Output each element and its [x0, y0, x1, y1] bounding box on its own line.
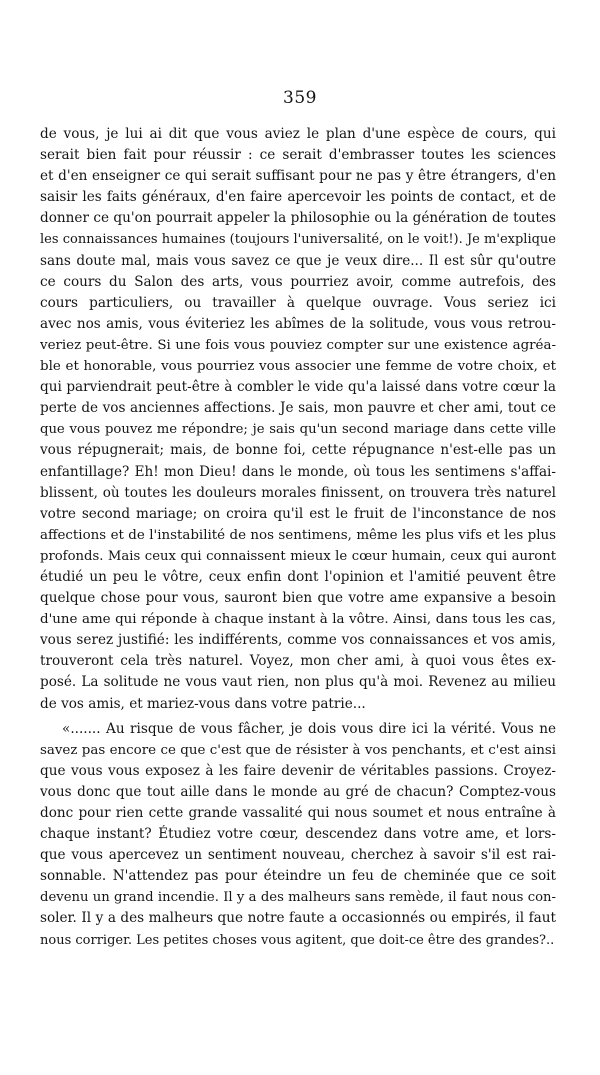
text-line: profonds. Mais ceux qui connaissent mieux le cœur humain, ceux qui auront	[40, 548, 556, 564]
text-line: d'une ame qui réponde à chaque instant à la vôtre. Ainsi, dans tous les cas,	[40, 612, 556, 628]
text-line: saisir les faits généraux, d'en faire apercevoir les points de contact, et de	[40, 189, 556, 206]
text-line: de vos amis, et mariez-vous dans votre patrie...	[40, 695, 366, 712]
paragraph-2	[40, 719, 556, 951]
text-line: affections et de l'instabilité de nos sentimens, même les plus vifs et les plus	[40, 527, 556, 543]
text-line: de vous, je lui ai dit que vous aviez le plan d'une espèce de cours, qui	[40, 126, 556, 142]
text-line: perte de vos anciennes affections. Je sais, mon pauvre et cher ami, tout ce	[40, 400, 556, 417]
text-line: quelque chose pour vous, sauront bien que votre ame expansive a besoin	[40, 590, 556, 607]
text-line: blissent, où toutes les douleurs morales finissent, on trouvera très naturel	[40, 484, 556, 501]
paragraph-1	[40, 124, 556, 715]
text-line: posé. La solitude ne vous vaut rien, non plus qu'à moi. Revenez au milieu	[40, 674, 556, 691]
text-line: donc pour rien cette grande vassalité qui nous soumet et nous entraîne à	[40, 805, 556, 821]
text-line: ce cours du Salon des arts, vous pourriez avoir, comme autrefois, des	[40, 273, 556, 290]
text-line: ble et honorable, vous pourriez vous associer une femme de votre choix, et	[40, 359, 556, 375]
text-line: que vous vous exposez à les faire devenir de véritables passions. Croyez-	[40, 762, 556, 779]
page-body	[40, 124, 556, 951]
text-line: avec nos amis, vous éviteriez les abîmes de la solitude, vous vous retrou-	[40, 315, 556, 332]
text-line: devenu un grand incendie. Il y a des malheurs sans remède, il faut nous con-	[40, 890, 556, 906]
text-line: serait bien fait pour réussir : ce serait d'embrasser toutes les sciences	[40, 147, 556, 164]
text-line: vous serez justifié: les indifférents, comme vos connaissances et vos amis,	[40, 632, 556, 649]
text-line: enfantillage? Eh! mon Dieu! dans le monde, où tous les sentimens s'affai-	[40, 463, 556, 480]
text-line: et d'en enseigner ce qui serait suffisant pour ne pas y être étrangers, d'en	[40, 168, 556, 185]
text-line: que vous pouvez me répondre; je sais qu'un second mariage dans cette ville	[40, 422, 556, 438]
text-line: sans doute mal, mais vous savez ce que je veux dire... Il est sûr qu'outre	[40, 252, 556, 269]
text-line: trouveront cela très naturel. Voyez, mon cher ami, à quoi vous êtes ex-	[40, 653, 556, 670]
text-line: sonnable. N'attendez pas pour éteindre un feu de cheminée que ce soit	[40, 868, 556, 885]
text-line: que vous apercevez un sentiment nouveau, cherchez à savoir s'il est rai-	[40, 847, 556, 864]
text-line: vous donc que tout aille dans le monde au gré de chacun? Comptez-vous	[40, 783, 556, 800]
text-line: qui parviendrait peut-être à combler le vide qu'a laissé dans votre cœur la	[40, 379, 556, 396]
text-line: cours particuliers, ou travailler à quelque ouvrage. Vous seriez ici	[40, 294, 556, 311]
page-number: 359	[283, 88, 317, 108]
text-line: étudié un peu le vôtre, ceux enfin dont l'opinion et l'amitié peuvent être	[40, 568, 556, 585]
text-line: soler. Il y a des malheurs que notre faute a occasionnés ou empirés, il faut	[40, 910, 556, 927]
text-line: savez pas encore ce que c'est que de résister à vos penchants, et c'est ainsi	[40, 742, 556, 758]
text-line: nous corriger. Les petites choses vous agitent, que doit-ce être des grandes?..	[40, 932, 555, 948]
text-line: vous répugnerait; mais, de bonne foi, cette répugnance n'est-elle pas un	[40, 442, 556, 459]
text-line: veriez peut-être. Si une fois vous pouviez compter sur une existence agréa-	[40, 337, 556, 353]
text-line: votre second mariage; on croira qu'il est le fruit de l'inconstance de nos	[40, 505, 556, 522]
text-line: les connaissances humaines (toujours l'universalité, on le voit!). Je m'explique	[40, 232, 556, 248]
text-line: chaque instant? Étudiez votre cœur, descendez dans votre ame, et lors-	[40, 826, 556, 843]
text-line: «....... Au risque de vous fâcher, je dois vous dire ici la vérité. Vous ne	[62, 720, 556, 737]
text-line: donner ce qu'on pourrait appeler la philosophie ou la génération de toutes	[40, 210, 556, 227]
